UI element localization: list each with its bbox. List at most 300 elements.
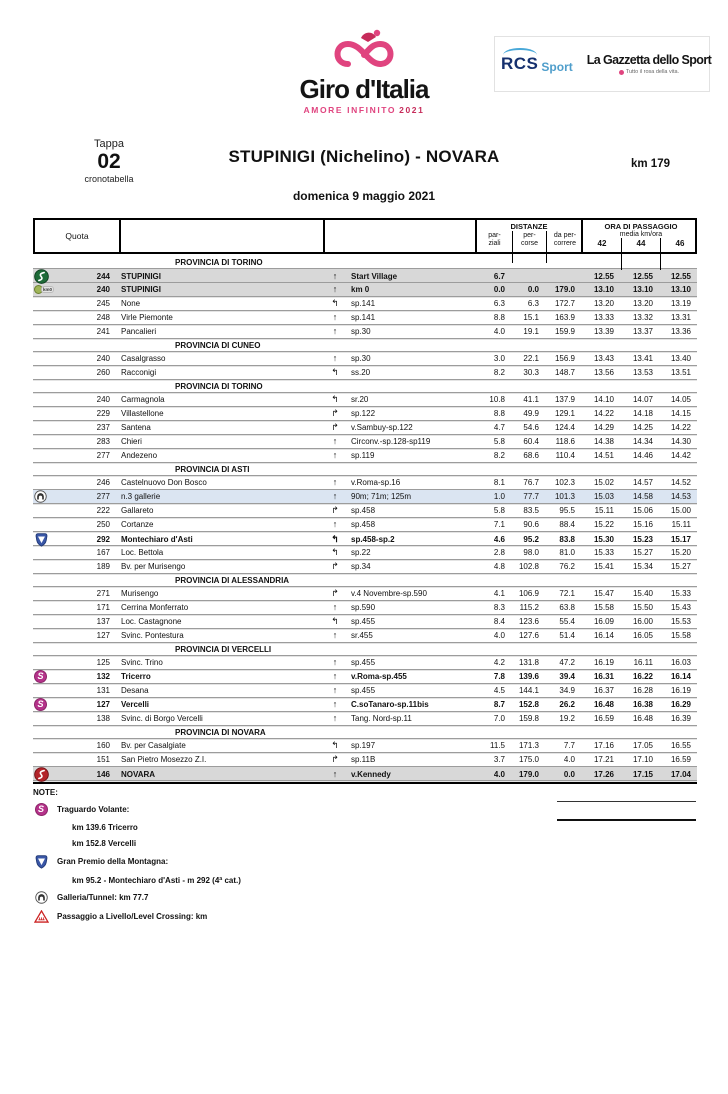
note-level-crossing (33, 910, 697, 923)
table-row (33, 629, 697, 643)
row-icon (33, 366, 63, 379)
header-speed-46: 46 (675, 239, 685, 248)
time-42: 15.47 (593, 589, 614, 598)
km-parziali: 8.4 (493, 617, 505, 626)
locality-name: Andezeno (121, 451, 158, 460)
km-parziali: 4.0 (493, 327, 505, 336)
km-parziali: 4.0 (493, 770, 505, 779)
row-icon (33, 269, 63, 284)
table-row (33, 435, 697, 449)
quota-value: 138 (96, 714, 110, 723)
km-parziali: 4.0 (493, 631, 505, 640)
row-icon (33, 407, 63, 420)
quota-value: 271 (96, 589, 110, 598)
time-44: 16.11 (633, 658, 653, 667)
km-parziali: 8.3 (493, 603, 505, 612)
km-parziali: 7.1 (493, 520, 505, 529)
row-icon (33, 615, 63, 628)
road-name: ss.20 (351, 368, 371, 377)
table-row (33, 311, 697, 325)
km-parziali: 5.8 (493, 506, 505, 515)
time-44: 16.38 (632, 700, 653, 709)
row-icon (33, 739, 63, 752)
quota-value: 146 (96, 770, 110, 779)
row-icon (33, 656, 63, 669)
time-46: 15.43 (670, 603, 691, 612)
time-44: 16.28 (632, 686, 653, 695)
left-turn-icon: ↰ (331, 616, 339, 626)
stage-distance: km 179 (630, 158, 670, 170)
giro-logo (0, 26, 728, 115)
quota-value: 245 (96, 299, 110, 308)
time-46: 17.04 (670, 770, 691, 779)
time-42: 16.37 (593, 686, 614, 695)
road-name: v.Sambuy-sp.122 (351, 423, 413, 432)
time-44: 14.34 (632, 437, 653, 446)
straight-turn-icon: ↑ (332, 271, 338, 281)
row-icon (33, 698, 63, 711)
giro-logo-title: Giro d'Italia (299, 74, 429, 104)
time-42: 13.10 (593, 285, 614, 294)
time-42: 15.41 (593, 562, 614, 571)
time-44: 15.06 (632, 506, 653, 515)
time-46: 15.11 (671, 520, 691, 529)
time-44: 17.05 (632, 741, 653, 750)
table-row (33, 325, 697, 339)
header-dapercorrere: da per- correre (553, 232, 577, 248)
gpm-icon (34, 854, 49, 869)
time-44: 17.15 (632, 770, 653, 779)
note-level-crossing-text: Passaggio a Livello/Level Crossing: km (57, 912, 208, 921)
km-parziali: 4.2 (493, 658, 505, 667)
province-section-row (33, 463, 697, 476)
time-46: 16.59 (670, 755, 691, 764)
time-42: 16.59 (593, 714, 614, 723)
km-parziali: 7.0 (493, 714, 505, 723)
gazzetta-title: La Gazzetta dello Sport (586, 53, 712, 67)
time-44: 14.57 (632, 478, 653, 487)
time-44: 16.05 (632, 631, 653, 640)
row-icon (33, 283, 63, 296)
road-name: Circonv.-sp.128-sp119 (351, 437, 431, 446)
straight-turn-icon: ↑ (332, 436, 338, 446)
road-name: Start Village (351, 272, 398, 281)
straight-turn-icon: ↑ (332, 657, 338, 667)
stage-type: cronotabella (84, 174, 134, 185)
km-dapercorrere: 19.2 (559, 714, 575, 723)
locality-name: Bv. per Murisengo (121, 562, 186, 571)
table-row (33, 421, 697, 435)
km-parziali: 10.8 (489, 395, 505, 404)
road-name: C.soTanaro-sp.11bis (351, 700, 429, 709)
time-44: 17.10 (632, 755, 653, 764)
km-percorse: 127.6 (518, 631, 539, 640)
locality-name: Villastellone (121, 409, 164, 418)
road-name: v.Roma-sp.455 (351, 672, 407, 681)
note-gpm (33, 854, 697, 869)
province-label: PROVINCIA DI ALESSANDRIA (175, 575, 290, 585)
straight-turn-icon: ↑ (332, 519, 338, 529)
timetable-header (33, 218, 697, 254)
km-parziali: 6.3 (493, 299, 505, 308)
row-icon (33, 546, 63, 559)
locality-name: Chieri (121, 437, 142, 446)
straight-turn-icon: ↑ (332, 284, 338, 294)
straight-turn-icon: ↑ (332, 477, 338, 487)
km-parziali: 2.8 (493, 548, 505, 557)
locality-name: Svinc. di Borgo Vercelli (121, 714, 203, 723)
km-parziali: 6.7 (493, 272, 505, 281)
locality-name: STUPINIGI (121, 285, 162, 294)
row-icon (33, 767, 63, 782)
straight-turn-icon: ↑ (332, 685, 338, 695)
locality-name: Casalgrasso (121, 354, 166, 363)
time-42: 16.09 (593, 617, 614, 626)
time-46: 14.42 (670, 451, 691, 460)
km-percorse: 83.5 (523, 506, 539, 515)
right-turn-icon: ↱ (331, 754, 339, 764)
time-42: 15.11 (594, 506, 614, 515)
road-name: sp.30 (351, 354, 371, 363)
row-icon (33, 601, 63, 614)
locality-name: Vercelli (121, 700, 150, 709)
time-46: 14.15 (670, 409, 691, 418)
row-icon (33, 518, 63, 531)
time-46: 13.31 (670, 313, 691, 322)
km-dapercorrere: 4.0 (563, 755, 575, 764)
table-row (33, 283, 697, 297)
time-42: 14.38 (593, 437, 614, 446)
km-parziali: 4.8 (493, 562, 505, 571)
km-dapercorrere: 110.4 (555, 451, 575, 460)
gpm-icon (34, 532, 49, 547)
finish-icon (34, 767, 49, 782)
km-percorse: 6.3 (527, 299, 539, 308)
left-turn-icon: ↰ (331, 534, 339, 544)
road-name: km 0 (351, 285, 370, 294)
km-percorse: 77.7 (523, 492, 539, 501)
time-44: 14.58 (632, 492, 653, 501)
km-parziali: 8.8 (493, 409, 505, 418)
time-46: 16.39 (670, 714, 691, 723)
level-crossing-icon (34, 910, 49, 923)
road-name: sp.458-sp.2 (351, 535, 395, 544)
time-42: 15.33 (593, 548, 614, 557)
km-dapercorrere: 47.2 (559, 658, 575, 667)
giro-infinity-bike-icon (327, 26, 401, 76)
km-parziali: 8.2 (493, 451, 505, 460)
row-icon (33, 629, 63, 642)
table-row (33, 698, 697, 712)
locality-name: Cerrina Monferrato (121, 603, 189, 612)
table-row (33, 656, 697, 670)
km-parziali: 3.7 (493, 755, 505, 764)
straight-turn-icon: ↑ (332, 699, 338, 709)
km-dapercorrere: 39.4 (559, 672, 575, 681)
time-42: 16.48 (593, 700, 614, 709)
table-row (33, 490, 697, 504)
quota-value: 277 (96, 451, 110, 460)
locality-name: Desana (121, 686, 149, 695)
road-name: sp.141 (351, 299, 376, 308)
time-42: 14.51 (593, 451, 614, 460)
time-46: 14.05 (670, 395, 691, 404)
notes-label: NOTE: (33, 788, 58, 797)
giro-logo-subtitle: AMORE INFINITO (303, 105, 397, 115)
gazzetta-tagline: Tutto il rosa della vita. (625, 69, 680, 75)
km-percorse: 68.6 (523, 451, 539, 460)
km-percorse: 60.4 (523, 437, 539, 446)
km-percorse: 22.1 (523, 354, 539, 363)
table-row (33, 684, 697, 698)
province-section-row (33, 339, 697, 352)
km-percorse: 139.6 (518, 672, 539, 681)
km-percorse: 102.8 (518, 562, 539, 571)
km-dapercorrere: 129.1 (554, 409, 575, 418)
note-traguardo-volante (33, 803, 697, 816)
row-icon (33, 684, 63, 697)
right-turn-icon: ↱ (331, 505, 339, 515)
km-parziali: 4.7 (493, 423, 505, 432)
km-parziali: 4.6 (493, 535, 505, 544)
locality-name: Castelnuovo Don Bosco (121, 478, 207, 487)
tunnel-icon (35, 891, 48, 904)
km-parziali: 8.2 (493, 368, 505, 377)
road-name: v.4 Novembre-sp.590 (351, 589, 427, 598)
header-speed-44: 44 (622, 238, 661, 270)
km-dapercorrere: 72.1 (559, 589, 575, 598)
province-label: PROVINCIA DI NOVARA (175, 727, 266, 737)
province-section-row (33, 726, 697, 739)
locality-name: Tricerro (121, 672, 151, 681)
header-distanze (477, 220, 583, 252)
road-name: v.Kennedy (351, 770, 391, 779)
km-dapercorrere: 101.3 (554, 492, 575, 501)
km-dapercorrere: 83.8 (559, 535, 575, 544)
locality-name: Pancalieri (121, 327, 157, 336)
province-section-row (33, 643, 697, 656)
time-44: 14.46 (632, 451, 653, 460)
locality-name: Loc. Castagnone (121, 617, 182, 626)
straight-turn-icon: ↑ (332, 630, 338, 640)
table-row (33, 366, 697, 380)
time-46: 15.17 (670, 535, 691, 544)
time-44: 12.55 (632, 272, 653, 281)
road-name: sp.34 (351, 562, 371, 571)
province-section-row (33, 380, 697, 393)
locality-name: Montechiaro d'Asti (121, 535, 193, 544)
locality-name: Loc. Bettola (121, 548, 164, 557)
quota-value: 244 (96, 272, 110, 281)
km-percorse: 30.3 (523, 368, 539, 377)
sprint-icon: S (35, 803, 48, 816)
row-icon (33, 449, 63, 462)
table-row (33, 615, 697, 629)
road-name: sp.455 (351, 658, 376, 667)
road-name: sp.30 (351, 327, 371, 336)
time-42: 13.33 (593, 313, 614, 322)
quota-value: 277 (96, 492, 110, 501)
left-turn-icon: ↰ (331, 298, 339, 308)
table-row (33, 739, 697, 753)
km-dapercorrere: 34.9 (559, 686, 575, 695)
locality-name: Virle Piemonte (121, 313, 173, 322)
quota-value: 127 (96, 631, 110, 640)
row-icon (33, 532, 63, 547)
km-percorse: 49.9 (523, 409, 539, 418)
time-44: 14.18 (632, 409, 653, 418)
km-percorse: 171.3 (518, 741, 539, 750)
time-44: 15.50 (632, 603, 653, 612)
km-percorse: 152.8 (518, 700, 539, 709)
time-46: 16.03 (670, 658, 691, 667)
quota-value: 160 (96, 741, 110, 750)
right-turn-icon: ↱ (331, 561, 339, 571)
locality-name: NOVARA (121, 770, 156, 779)
header-percorse: per- corse (513, 231, 547, 263)
km-percorse: 0.0 (527, 285, 539, 294)
table-row (33, 587, 697, 601)
time-42: 13.56 (593, 368, 614, 377)
straight-turn-icon: ↑ (332, 671, 338, 681)
header-quota: Quota (35, 220, 121, 252)
time-46: 16.19 (670, 686, 691, 695)
rcs-sport-text: Sport (541, 60, 573, 74)
time-46: 15.27 (670, 562, 691, 571)
quota-value: 131 (96, 686, 110, 695)
time-42: 15.58 (593, 603, 614, 612)
road-name: sp.22 (351, 548, 371, 557)
km-percorse: 15.1 (523, 313, 539, 322)
table-row (33, 407, 697, 421)
straight-turn-icon: ↑ (332, 450, 338, 460)
locality-name: Bv. per Casalgiate (121, 741, 186, 750)
locality-name: Murisengo (121, 589, 159, 598)
table-row (33, 352, 697, 366)
km-dapercorrere: 118.6 (555, 437, 575, 446)
road-name: sp.122 (351, 409, 376, 418)
stage-title: STUPINIGI (Nichelino) - NOVARA (228, 147, 500, 166)
header-road (325, 220, 477, 252)
timetable (33, 218, 697, 784)
km-percorse: 179.0 (518, 770, 539, 779)
road-name: sr.455 (351, 631, 373, 640)
straight-turn-icon: ↑ (332, 602, 338, 612)
km-dapercorrere: 179.0 (554, 285, 575, 294)
road-name: sp.458 (351, 520, 376, 529)
note-tunnel (33, 891, 697, 904)
time-44: 16.00 (632, 617, 653, 626)
left-turn-icon: ↰ (331, 394, 339, 404)
time-46: 14.52 (670, 478, 691, 487)
quota-value: 171 (96, 603, 110, 612)
road-name: sp.141 (351, 313, 376, 322)
time-46: 15.20 (670, 548, 691, 557)
table-row (33, 269, 697, 283)
time-44: 14.07 (632, 395, 653, 404)
time-42: 15.30 (593, 535, 614, 544)
start-village-icon (34, 269, 49, 284)
time-44: 15.16 (632, 520, 653, 529)
time-44: 16.48 (632, 714, 653, 723)
header-speed-42: 42 (583, 238, 622, 270)
locality-name: Carmagnola (121, 395, 165, 404)
time-46: 15.58 (670, 631, 691, 640)
quota-value: 167 (96, 548, 110, 557)
time-46: 14.53 (670, 492, 691, 501)
table-row (33, 393, 697, 407)
row-icon (33, 712, 63, 725)
time-46: 13.10 (670, 285, 691, 294)
straight-turn-icon: ↑ (332, 491, 338, 501)
time-42: 17.16 (593, 741, 614, 750)
km-percorse: 90.6 (523, 520, 539, 529)
row-icon (33, 753, 63, 766)
time-42: 17.26 (593, 770, 614, 779)
note-gpm-1: km 95.2 - Montechiaro d'Asti - m 292 (4ª cat.) (72, 876, 241, 885)
km-parziali: 11.5 (490, 741, 505, 750)
road-name: v.Roma-sp.16 (351, 478, 401, 487)
km-dapercorrere: 102.3 (554, 478, 575, 487)
road-name: sp.11B (351, 755, 376, 764)
km-parziali: 4.5 (493, 686, 505, 695)
quota-value: 151 (96, 755, 110, 764)
province-label: PROVINCIA DI CUNEO (175, 340, 261, 350)
header-distanze-caption: DISTANZE (510, 222, 548, 231)
time-42: 15.02 (593, 478, 614, 487)
quota-value: 127 (96, 700, 110, 709)
road-name: sp.590 (351, 603, 376, 612)
province-label: PROVINCIA DI TORINO (175, 381, 263, 391)
quota-value: 240 (96, 395, 110, 404)
row-icon (33, 297, 63, 310)
signature-line-thin (557, 801, 696, 802)
header-parziali: par- ziali (477, 231, 513, 263)
right-turn-icon: ↱ (331, 408, 339, 418)
locality-name: Cortanze (121, 520, 154, 529)
straight-turn-icon: ↑ (332, 353, 338, 363)
table-row (33, 546, 697, 560)
km-parziali: 5.8 (493, 437, 505, 446)
header-locality (121, 220, 325, 252)
row-icon (33, 435, 63, 448)
km-dapercorrere: 88.4 (559, 520, 575, 529)
quota-value: 283 (96, 437, 110, 446)
road-name: sp.458 (351, 506, 376, 515)
note-gpm-title: Gran Premio della Montagna: (57, 857, 169, 866)
km-dapercorrere: 159.9 (554, 327, 575, 336)
km-percorse: 98.0 (523, 548, 539, 557)
locality-name: Santena (121, 423, 151, 432)
km-dapercorrere: 0.0 (563, 770, 575, 779)
table-row (33, 712, 697, 726)
straight-turn-icon: ↑ (332, 713, 338, 723)
locality-name: San Pietro Mosezzo Z.I. (121, 755, 207, 764)
straight-turn-icon: ↑ (332, 769, 338, 779)
time-42: 17.21 (593, 755, 614, 764)
time-44: 13.53 (632, 368, 653, 377)
km-percorse: 54.6 (523, 423, 539, 432)
time-46: 13.19 (670, 299, 691, 308)
road-name: sp.455 (351, 686, 376, 695)
km-percorse: 76.7 (523, 478, 539, 487)
row-icon (33, 393, 63, 406)
table-row (33, 560, 697, 574)
quota-value: 246 (96, 478, 110, 487)
km-dapercorrere: 137.9 (554, 395, 575, 404)
km-percorse: 19.1 (523, 327, 539, 336)
time-46: 14.30 (670, 437, 691, 446)
